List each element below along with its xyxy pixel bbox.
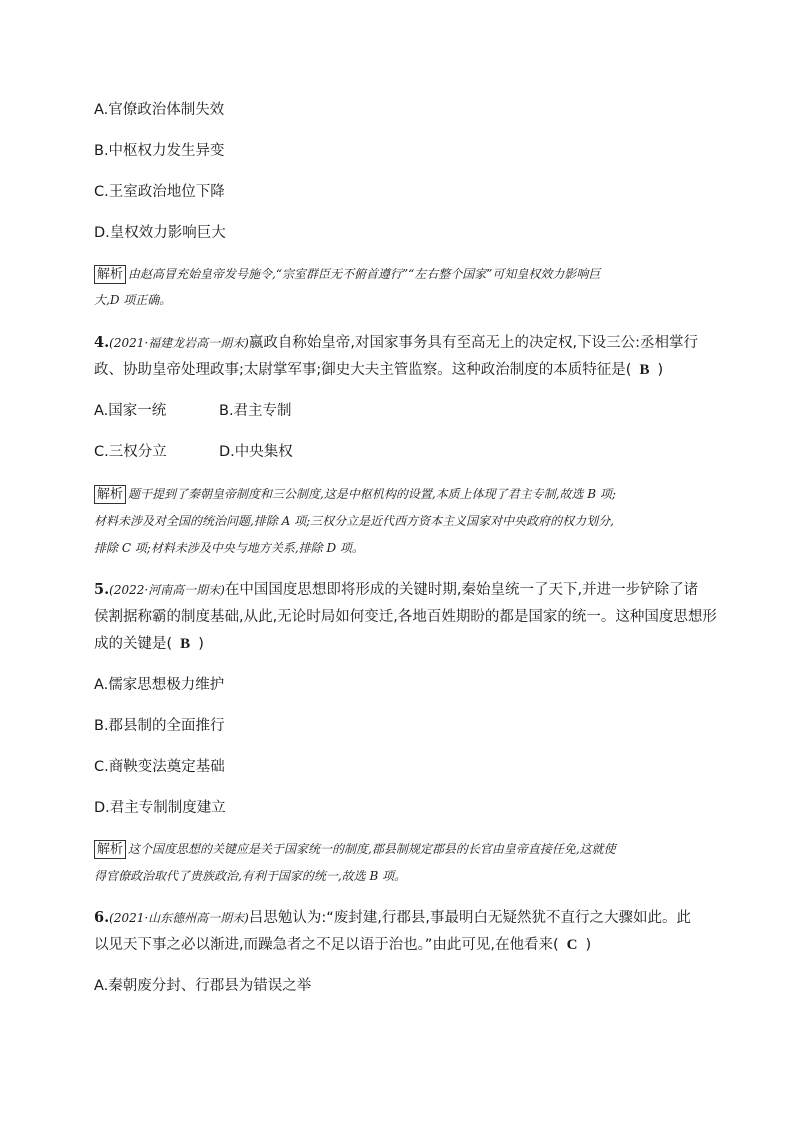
q5-option-d: D.君主专制制度建立	[94, 800, 226, 816]
q4-options-row-1	[94, 401, 292, 421]
q3-option-b: B.中枢权力发生异变	[94, 143, 225, 159]
q4-stem-line-2: 政、协助皇帝处理政事;太尉掌军事;御史大夫主管监察。这种政治制度的本质特征是( B )	[94, 362, 664, 378]
q4-analysis-line-3: 排除 C 项;材料未涉及中央与地方关系,排除 D 项。	[94, 541, 364, 555]
q5-option-c: C.商鞅变法奠定基础	[94, 759, 225, 775]
q4-analysis	[94, 484, 616, 504]
q4-analysis-line-1: 题干提到了秦朝皇帝制度和三公制度,这是中枢机构的设置,本质上体现了君主专制,故选 B 项;	[128, 487, 616, 501]
q5-stem-line-2: 侯割据称霸的制度基础,从此,无论时局如何变迁,各地百姓期盼的都是国家的统一。这种国度思想形	[94, 609, 717, 625]
q6-stem-line-2: 以见天下事之必以渐进,而躁急者之不足以语于治也。”由此可见,在他看来( C )	[94, 937, 592, 953]
analysis-tag: 解析	[94, 840, 126, 859]
q5-analysis-line-2: 得官僚政治取代了贵族政治,有利于国家的统一,故选 B 项。	[94, 869, 407, 883]
q5-option-b: B.郡县制的全面推行	[94, 718, 225, 734]
q5-answer: B	[180, 636, 191, 652]
q5-analysis	[94, 839, 616, 859]
analysis-tag: 解析	[94, 265, 126, 284]
q5-option-a: A.儒家思想极力维护	[94, 677, 225, 693]
q3-option-c: C.王室政治地位下降	[94, 184, 225, 200]
q5-stem-line-3: 成的关键是( B )	[94, 636, 204, 652]
q4-option-b: B.君主专制	[219, 403, 292, 419]
q3-analysis-line-1: 由赵高冒充始皇帝发号施令,“宗室群臣无不俯首遵行”“左右整个国家”可知皇权效力影响巨	[128, 267, 601, 281]
q4-analysis-line-2: 材料未涉及对全国的统治问题,排除 A 项;三权分立是近代西方资本主义国家对中央政府的权力划分,	[94, 514, 614, 528]
q4-answer: B	[639, 362, 650, 378]
q6-option-a: A.秦朝废分封、行郡县为错误之举	[94, 978, 312, 994]
q4-option-d: D.中央集权	[219, 444, 293, 460]
q5-source: (2022·河南高一期末)	[109, 583, 225, 597]
q5-number: 5.	[94, 581, 110, 598]
q6-source: (2021·山东德州高一期末)	[109, 911, 249, 925]
q3-analysis-line-2: 大,D 项正确。	[94, 293, 172, 307]
q3-option-d: D.皇权效力影响巨大	[94, 225, 226, 241]
q5-analysis-line-1: 这个国度思想的关键应是关于国家统一的制度,郡县制规定郡县的长官由皇帝直接任免,这就使	[128, 842, 616, 856]
q3-analysis	[94, 264, 600, 284]
q4-option-c: C.三权分立	[94, 444, 167, 460]
analysis-tag: 解析	[94, 485, 126, 504]
q4-source: (2021·福建龙岩高一期末)	[109, 336, 249, 350]
q4-option-a: A.国家一统	[94, 403, 167, 419]
q6-stem-line-1: 6.(2021·山东德州高一期末)吕思勉认为:“废封建,行郡县,事最明白无疑然犹不直行之大骤如此。此	[94, 909, 691, 926]
q6-number: 6.	[94, 909, 110, 926]
q4-options-row-2	[94, 442, 293, 462]
q4-stem-line-1: 4.(2021·福建龙岩高一期末)嬴政自称始皇帝,对国家事务具有至高无上的决定权,下设三公:丞相掌行	[94, 334, 698, 351]
q5-stem-line-1: 5.(2022·河南高一期末)在中国国度思想即将形成的关键时期,秦始皇统一了天下,并进一步铲除了诸	[94, 581, 699, 598]
q3-option-a: A.官僚政治体制失效	[94, 102, 225, 118]
q6-answer: C	[566, 937, 578, 953]
q4-number: 4.	[94, 334, 110, 351]
